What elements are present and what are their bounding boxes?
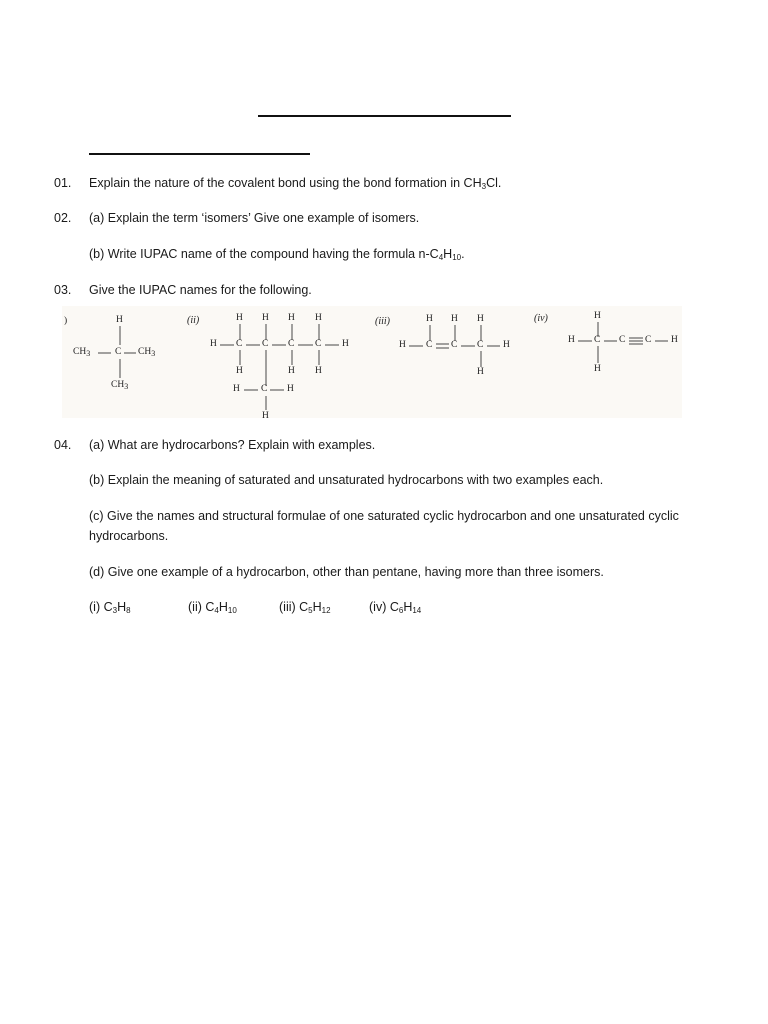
atom-h: H [262,411,269,421]
atom-c: C [288,339,295,349]
atom-c: C [451,340,458,350]
atom-h: H [451,314,458,324]
question-4a-text: (a) What are hydrocarbons? Explain with examples. [89,438,376,452]
atom-h: H [210,339,217,349]
atom-h: H [503,340,510,350]
question-4d-text: (d) Give one example of a hydrocarbon, other than pentane, having more than three isomers. [89,565,604,579]
option-ii: (ii) $C_4H_{10}$ [188,600,237,615]
atom-c: C [594,335,601,345]
answer-options [89,597,729,617]
atom-c: C [315,339,322,349]
atom-c: C [645,335,652,345]
atom-h: H [568,335,575,345]
atom-h: H [288,313,295,323]
atom-h: H [315,366,322,376]
question-4b-text: (b) Explain the meaning of saturated and unsaturated hydrocarbons with two examples each. [89,473,604,487]
question-1-text: Explain the nature of the covalent bond using the bond formation in $CH_3Cl$. [89,176,502,191]
atom-h: H [262,313,269,323]
atom-ch3: $CH_3$ [138,347,156,358]
question-4c-text: (c) Give the names and structural formulae of one saturated cyclic hydrocarbon and one unsaturated cyclic hydrocarbons. [89,509,679,543]
atom-h: H [287,384,294,394]
option-iii: (iii) $C_5H_{12}$ [279,600,331,615]
atom-h: H [236,313,243,323]
atom-c: C [115,347,122,357]
atom-h: H [116,315,123,325]
atom-h: H [594,311,601,321]
question-number-2: 02. [54,211,72,225]
question-number-4: 04. [54,438,72,452]
atom-h: H [426,314,433,324]
structure-label-ii: (ii) [187,315,200,326]
atom-h: H [315,313,322,323]
atom-ch3: $CH_3$ [111,380,129,391]
question-number-3: 03. [54,283,72,297]
atom-c: C [261,384,268,394]
structure-label-iv: (iv) [534,313,548,324]
structure-label-i: ) [64,316,68,326]
atom-c: C [236,339,243,349]
atom-h: H [477,367,484,377]
atom-h: H [288,366,295,376]
atom-h: H [236,366,243,376]
option-i: (i) $C_3H_8$ [89,600,131,615]
atom-h: H [477,314,484,324]
atom-h: H [233,384,240,394]
atom-c: C [262,339,269,349]
atom-h: H [671,335,678,345]
structure-label-iii: (iii) [375,316,390,327]
atom-h: H [342,339,349,349]
question-3-text: Give the IUPAC names for the following. [89,283,312,297]
question-2b-text: (b) Write IUPAC name of the compound having the formula $n-C_4H_{10}$. [89,247,465,262]
question-number-1: 01. [54,176,72,190]
atom-ch3: $CH_3$ [73,347,91,358]
atom-c: C [426,340,433,350]
atom-c: C [477,340,484,350]
atom-h: H [399,340,406,350]
atom-c: C [619,335,626,345]
question-2a-text: (a) Explain the term ‘isomers’ Give one example of isomers. [89,211,420,225]
option-iv: (iv) $C_6H_{14}$ [369,600,422,615]
atom-h: H [594,364,601,374]
